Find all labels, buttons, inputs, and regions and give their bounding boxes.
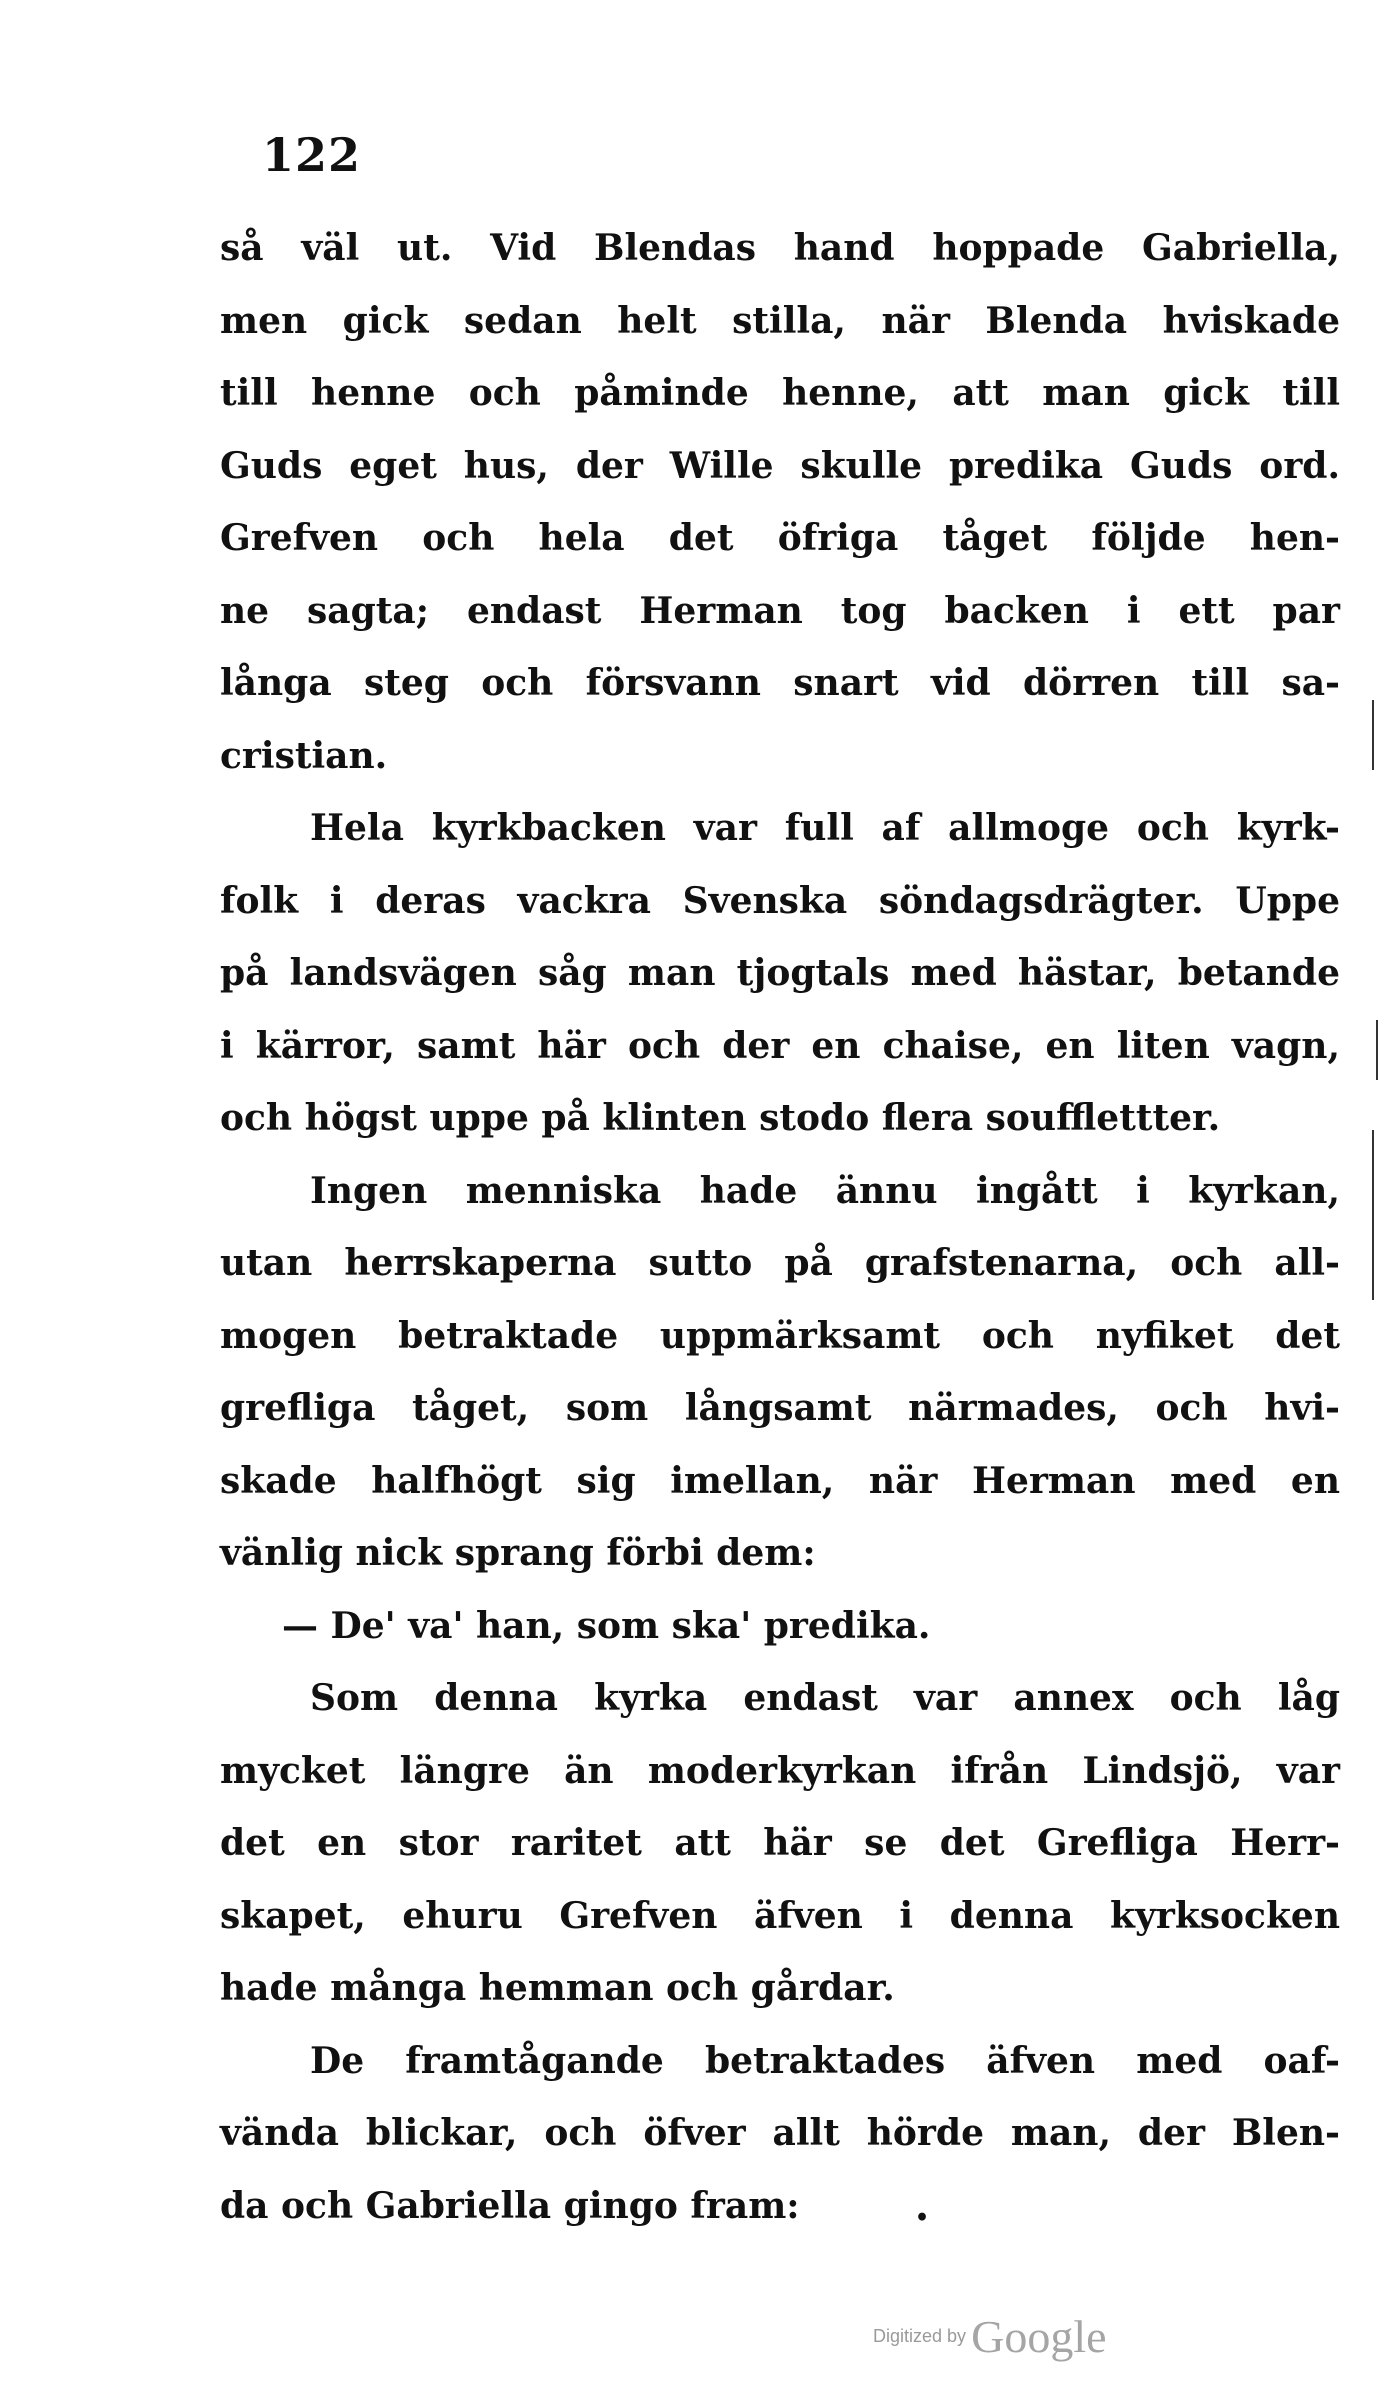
text-line: och högst uppe på klinten stodo flera soufflettter. bbox=[220, 1097, 1221, 1139]
text-line: på landsvägen såg man tjogtals med hästar, betande bbox=[220, 952, 1340, 994]
text-line: skade halfhögt sig imellan, när Herman med en bbox=[220, 1459, 1340, 1502]
watermark-brand-logo: Google bbox=[971, 2311, 1107, 2362]
text-line: långa steg och försvann snart vid dörren till sa- bbox=[220, 662, 1340, 704]
text-line: i kärror, samt här och der en chaise, en liten vagn, bbox=[220, 1024, 1340, 1067]
text-line: Grefven och hela det öfriga tåget följde hen- bbox=[220, 517, 1340, 559]
text-line: De framtågande betraktades äfven med oaf- bbox=[310, 2039, 1340, 2082]
text-line: da och Gabriella gingo fram: bbox=[220, 2184, 800, 2227]
text-line: Hela kyrkbacken var full af allmoge och kyrk- bbox=[310, 807, 1340, 849]
margin-line-mark bbox=[1372, 1130, 1374, 1300]
watermark-digitized-label: Digitized by bbox=[873, 2326, 967, 2346]
text-line: vända blickar, och öfver allt hörde man, der Blen- bbox=[220, 2112, 1340, 2154]
text-line: så väl ut. Vid Blendas hand hoppade Gabriella, bbox=[220, 227, 1340, 269]
body-text bbox=[220, 212, 1340, 2242]
text-line: Ingen menniska hade ännu ingått i kyrkan, bbox=[310, 1169, 1340, 1212]
text-line: mycket längre än moderkyrkan ifrån Lindsjö, var bbox=[220, 1749, 1340, 1792]
margin-line-mark bbox=[1372, 700, 1374, 770]
page-number: 122 bbox=[262, 128, 362, 182]
text-line: mogen betraktade uppmärksamt och nyfiket det bbox=[220, 1314, 1340, 1357]
text-line: hade många hemman och gårdar. bbox=[220, 1967, 895, 2009]
ornament-mark: • bbox=[915, 2205, 930, 2231]
text-line: cristian. bbox=[220, 734, 388, 777]
text-line: skapet, ehuru Grefven äfven i denna kyrksocken bbox=[220, 1894, 1340, 1937]
text-line: vänlig nick sprang förbi dem: bbox=[220, 1532, 816, 1574]
text-line: utan herrskaperna sutto på grafstenarna, och all- bbox=[220, 1242, 1340, 1284]
text-line: det en stor raritet att här se det Grefliga Herr- bbox=[220, 1822, 1340, 1864]
text-line: — De' va' han, som ska' predika. bbox=[282, 1604, 931, 1647]
margin-line-mark bbox=[1376, 1020, 1378, 1080]
text-line: till henne och påminde henne, att man gick till bbox=[220, 372, 1340, 414]
text-line: ne sagta; endast Herman tog backen i ett par bbox=[220, 589, 1340, 632]
text-line: folk i deras vackra Svenska söndagsdrägter. Uppe bbox=[220, 879, 1340, 922]
text-line: Som denna kyrka endast var annex och låg bbox=[310, 1677, 1340, 1719]
text-line: Guds eget hus, der Wille skulle predika Guds ord. bbox=[220, 444, 1340, 487]
text-line: men gick sedan helt stilla, när Blenda hviskade bbox=[220, 299, 1340, 342]
text-line: grefliga tåget, som långsamt närmades, och hvi- bbox=[220, 1387, 1340, 1429]
digitized-by-google-watermark bbox=[873, 2310, 1107, 2363]
